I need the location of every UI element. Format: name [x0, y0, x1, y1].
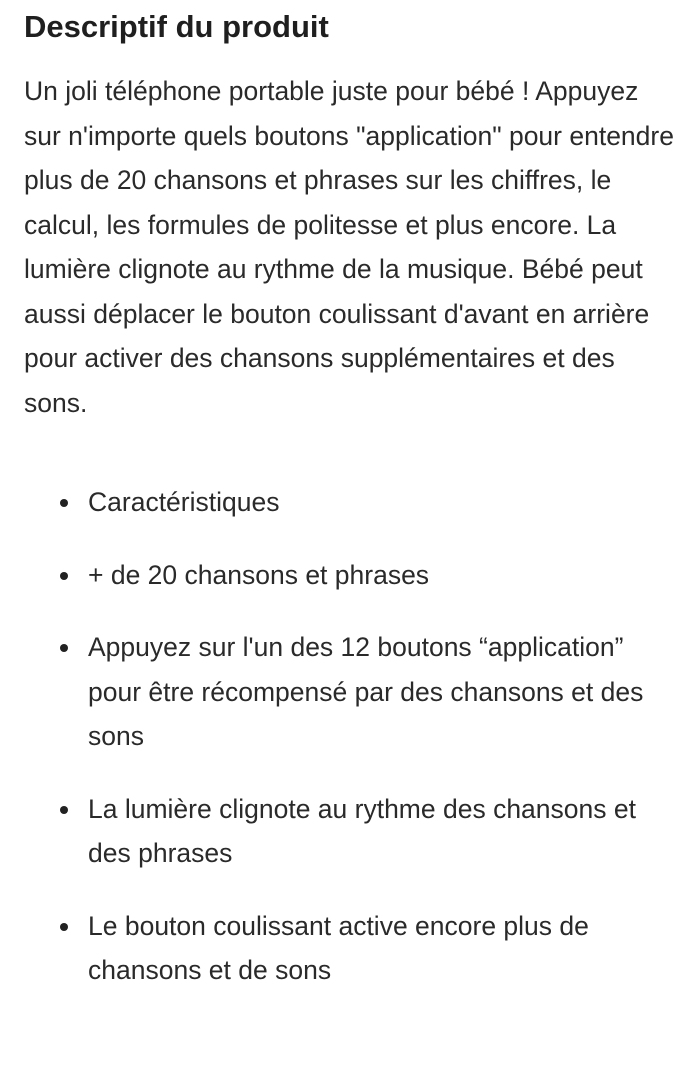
feature-text: Caractéristiques	[88, 487, 280, 517]
bullet-dot-icon	[60, 572, 68, 580]
features-list	[24, 480, 700, 993]
feature-text: La lumière clignote au rythme des chansons et des phrases	[88, 793, 636, 868]
feature-item	[24, 480, 678, 525]
feature-item	[24, 553, 678, 598]
feature-text: Le bouton coulissant active encore plus de chansons et de sons	[88, 910, 589, 985]
feature-item	[24, 625, 678, 759]
bullet-dot-icon	[60, 806, 68, 814]
section-title: Descriptif du produit	[24, 9, 329, 44]
bullet-dot-icon	[60, 644, 68, 652]
feature-text: Appuyez sur l'un des 12 boutons “application” pour être récompensé par des chansons et des sons	[88, 632, 644, 751]
feature-text: + de 20 chansons et phrases	[88, 559, 430, 590]
feature-item	[24, 904, 678, 993]
bullet-dot-icon	[60, 499, 68, 507]
feature-item	[24, 787, 678, 876]
bullet-dot-icon	[60, 923, 68, 931]
product-description-text: Un joli téléphone portable juste pour bébé ! Appuyez sur n'importe quels boutons "application" pour entendre plus de 20 chansons et phrases sur les chiffres, le calcul, les formules de politesse et plus encore. La lumière clignote au rythme de la musique. Bébé peut aussi déplacer le bouton coulissant d'avant en arrière pour activer des chansons supplémentaires et des sons.	[24, 76, 674, 418]
